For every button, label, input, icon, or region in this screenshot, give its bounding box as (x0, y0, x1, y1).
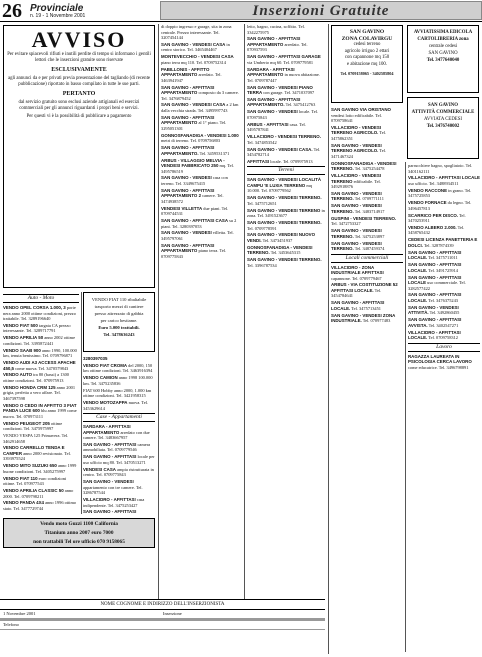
listing-heading: PABILLONIS - AFFITTO APPARTAMENTO (161, 66, 210, 78)
listing-heading: GONNOSFANADIGA - VENDESI TERRENO. (331, 160, 397, 172)
listing-item: SAN GAVINO - VENDESI TERRENO. Tel. 3475253897 (331, 228, 385, 239)
listing-heading: VENDO SAAB 900 (3, 347, 41, 353)
listing-heading: SAN GAVINO - VENDESI TERRENO. (247, 220, 322, 226)
ad-line: e abitazione mq 100. (347, 61, 387, 67)
listing-heading: VILLACIDRO - ZONA INDUSTRIALE AFFITTASI (331, 264, 384, 276)
ad-moto-guzzi (3, 518, 155, 548)
listing-item: SAN GAVINO - VENDESI TERRENO. Tel. 3475712651 (247, 195, 322, 206)
listing-item: SAN GAVINO - AFFITTASI GARAGE via Umberto mq 60. Tel. 0709779581 (247, 54, 321, 65)
listing-heading: VILLACIDRO - VENDESI TERRENO (331, 173, 382, 184)
listing-item: SAN GAVINO - VENDESI PIANO TERRA con garage. Tel. 3471037097 (247, 84, 315, 96)
listing-heading: SAN GAVINO - VENDESI (247, 109, 298, 115)
listing-heading: SAN GAVINO - AFFITTASI LOCALE. (331, 300, 385, 311)
listing-item: VENDO FORNACE da legno. Tel. 3496457813 (408, 200, 472, 211)
listing-heading: SAN GAVINO - VENDESI CASA. (247, 146, 313, 152)
category-heading: Locali commerciali (331, 254, 403, 263)
listing-item: GONNOSFANADIGA - VENDESI TERRENO. Tel. 3453645315 (247, 244, 313, 256)
listing-heading: VENDO RACCONE (408, 187, 448, 193)
listing-item: SAN GAVINO - VENDESI TERRENO AGRICOLO. Tel. 3471467324 (331, 142, 387, 159)
listing-item: ARBUS - VILLAGGIO MELVIA - VENDESI FABBRICATO 250 mq. Tel. 3495786519 (161, 157, 234, 174)
listing-item: VENDO PEUGEOT 205 ottime condizioni. Tel. 3475975997 (3, 420, 63, 432)
listing-item: VILLACIDRO - ZONA INDUSTRIALE AFFITTASI capannone. Tel. 0709779467 (331, 264, 384, 281)
page-number: 26 (2, 0, 22, 22)
listing-heading: SAN GAVINO - AFFITTASI APPARTAMENTO. (247, 96, 301, 108)
issue-info: n. 19 - 1 Novembre 2001 (30, 13, 86, 19)
header-rule (0, 21, 482, 22)
column-5 (331, 107, 403, 652)
listing-item: VENDO CARRELLO TENDA E CAMPER anno 2000 revisionato. Tel. 3393975524 (3, 445, 71, 462)
listing-item: VENDO FIAT 110 euro condizioni ottime. Tel. 070977543 (3, 475, 67, 487)
listing-item: SAN GAVINO - AFFITTASI LOCALE. Tel. 3491725914 (408, 262, 462, 273)
listing-heading: VILLACIDRO - VENDESI TERRENO. (247, 134, 321, 140)
column-divider (158, 24, 159, 599)
ad-attivita-commerciale (407, 97, 479, 159)
listing-heading: VENDO PEUGEOT 205 (3, 420, 50, 426)
ad-edicola (407, 25, 479, 93)
listing-item: VENDO FIAT 500 targata CA prezzo interessante. Tel. 3289717791 (3, 322, 71, 334)
coupon-rubrica: Inserzione (163, 611, 182, 616)
listing-list (331, 107, 403, 252)
listing-heading: VENDESI CASA (83, 466, 116, 472)
listing-item: SAN GAVINO - VENDESI TERRENO. Tel. 3487459374 (331, 240, 385, 252)
column-divider (81, 292, 82, 514)
listing-heading: ARBUS - VIA COSTITUZIONE 52 AFFITTASI LOCALE. (331, 282, 398, 293)
listing-heading: VENDO APRILIA 50 (3, 335, 44, 341)
listing-item: VENDO AUDI A3 ACCESS APACHE 450,5 come nuova. Tel. 3470579843 (3, 360, 76, 371)
avviso-text: Per questi vi è la possibilità di pubblicare a pagamento (26, 114, 132, 119)
listing-item: GUSPINI - VENDESI TERRENO. Tel. 3472753327 (331, 215, 397, 227)
listing-item: GONNOSFANADIGA - VENDESI TERRENO. Tel. 3475254478 (331, 160, 397, 172)
listing-item: SAN GAVINO - VENDESI TERRENO. Tel. 3483714917 (331, 203, 385, 214)
listing-heading: VENDO O CEDO IN AFFITTO 3 FIAT PANDA LUCE 600 (3, 402, 77, 414)
listing-heading: SAN GAVINO - VENDESI TERRENO AGRICOLO. (331, 142, 382, 154)
listing-item: VILLACIDRO - VENDESI TERRENO edificabile. Tel. 3492918876 (331, 173, 382, 190)
listing-item: parrucchiere bagno, spogliatoio. Tel. 3401162111 (408, 163, 473, 174)
listing-item: SAN GAVINO - AFFITTASI APPARTAMENTO. Tel. 3475412763 (247, 96, 316, 108)
listing-list (161, 24, 241, 259)
listing-heading: SAN GAVINO - AFFITTASI CASA (161, 218, 228, 224)
listing-item: VENDO VESPA 125 Primavera. Tel. 3462914658 (3, 433, 69, 444)
listing-item: VENDESI CASA ampia ristrutturata in centro. Tel. 0709775843 (83, 466, 154, 478)
listing-heading: SAN GAVINO - VENDESI TERRENO. (247, 195, 322, 201)
avviso-box (3, 25, 155, 288)
listing-item: di doppio ingresso e garage, sita in zona centrale. Prezzo interessante. Tel. 3207454144 (161, 24, 232, 40)
ad-line: agricolo irriguo 2 ettari (344, 48, 390, 54)
category-heading: Auto - Moto (3, 294, 79, 303)
listing-item: SAN GAVINO - AFFITTASI APPARTAMENTO arredato. Tel. 070937593 (247, 36, 308, 53)
listing-heading: GUSPINI - VENDESI TERRENO. (331, 215, 397, 221)
listing-heading: SAN GAVINO - AFFITTASI APPARTAMENTO (247, 36, 301, 47)
listing-heading: SAN GAVINO - VENDESI (161, 175, 212, 181)
listing-item: VENDO O CEDO IN AFFITTO 3 FIAT PANDA LUCE 600 blu anno 1999 come nuova. Tel. 070973111 (3, 402, 77, 419)
listing-heading: SAN GAVINO - AFFITTASI GARAGE (247, 54, 321, 60)
category-heading: Terreni (247, 166, 325, 175)
section-title: Inserzioni Gratuite (252, 3, 390, 19)
listing-list (408, 354, 480, 371)
listing-heading: VENDO AUDI A3 ACCESS APACHE 450,5 (3, 360, 76, 371)
avviso-text: dal servizio gratuito sono esclusi aziende artigianali ed esercizi commerciali per gli annunci riguardanti i propri beni e servizi. (18, 100, 140, 111)
listing-item: ARBUS - AFFITTASI casa. Tel. 3495787841 (247, 121, 306, 133)
listing-item: SARDARA - AFFITTASI APPARTAMENTO in nuova abitazione. Tel. 0709787447 (247, 66, 320, 83)
listing-heading: SAN GAVINO - AFFITTASI (83, 441, 137, 447)
listing-item: VENDO SAAB 900 anno 1990, 100.000 km, tenuta benissimo. Tel. 0709796871 (3, 347, 77, 359)
listing-item: SAN GAVINO - VENDESI TERRENO. Tel. 0709771111 (331, 190, 384, 202)
ad-phone: Tel. 0709158065 - 3402585804 (340, 71, 394, 76)
listing-heading: VENDO FIAT CROMA (83, 362, 128, 368)
listing-item: SAN GAVINO - AFFITTASI camera ammobiliata. Tel. 0709779546 (83, 441, 151, 453)
listing-item: SAN GAVINO - VENDESI LOCALITÀ CAMPU 'E LUXIA TERRENO mq 10.000. Tel. 0709779562 (247, 177, 322, 194)
listing-item: SAN GAVINO VIA ORISTANO vendesi lotto edificabile. Tel. 0709758641 (331, 107, 391, 123)
listing-item: SAN GAVINO - AFFITTASI LOCALE. Tel. 3476375243 (408, 292, 462, 303)
listing-item: ARBUS - VIA COSTITUZIONE 52 AFFITTASI LOCALE. Tel. 3454784641 (331, 282, 398, 299)
listing-heading: VILLACIDRO - AFFITTASI (83, 497, 136, 503)
listing-item: SAN GAVINO - AFFITTASI LOCALE uso commerciale. Tel. 3282577422 (408, 274, 466, 291)
listing-heading: SAN GAVINO - VENDESI TERRENO (247, 207, 321, 213)
listing-item (83, 509, 155, 514)
listing-heading: GONNOSFANADIGA - VENDESI TERRENO. (247, 244, 313, 256)
listing-item: SAN GAVINO - VENDESI locale. Tel. 070975843 (247, 109, 319, 120)
listing-heading: AFFITTASI (247, 158, 270, 164)
listing-heading: SAN GAVINO - VENDESI LOCALITÀ CAMPU 'E LUXIA TERRENO (247, 177, 322, 188)
listing-heading: CEDESI LICENZA PANETTERIA E DOLCI. (408, 237, 478, 248)
listing-item: SAN GAVINO - VENDESI CASA a 2 km dalla vecchia strada. Tel. 3495997743 (161, 102, 239, 113)
column-divider (405, 162, 406, 652)
listing-heading: VENDO FIAT 110 (3, 475, 38, 481)
newspaper-logo: Provinciale (30, 3, 84, 14)
listing-heading: SAN GAVINO - AFFITTASI (83, 509, 137, 514)
avviso-highlight: ESCLUSIVAMENTE (51, 67, 107, 73)
page-header (0, 0, 482, 22)
avviso-text: Per evitare spiacevoli rifiuti e inutili perdite di tempo si informano i gentili lettori che le inserzioni gratuite sono riservate (7, 52, 151, 63)
listing-heading: GONNOSFANADIGA - VENDESI 1.000 (161, 132, 239, 138)
listing-heading: VENDO FIAT 500 (3, 322, 38, 328)
listing-item: VENDO MITO SUZUKI 650 anno 1999 buone condizioni. Tel. 3405275997 (3, 463, 77, 474)
column-3 (161, 24, 241, 597)
listing-list (3, 305, 79, 512)
listing-heading: SAN GAVINO - AFFITTASI AVVISTA. (408, 317, 462, 328)
ad-line: cedesi terreno (353, 42, 381, 47)
listing-heading: SAN GAVINO - AFFITTASI APPARTAMENTO 2 (161, 187, 215, 199)
ad-phone: Tel. 3478636243 (103, 332, 135, 337)
column-4 (247, 24, 325, 597)
listing-item: VENDO HONDA CRM 125 anno 2001 grigia, perfetta a vero affare. Tel. 3467397598 (3, 384, 76, 401)
listing-heading: ARBUS - AFFITTASI (247, 121, 289, 127)
listing-heading: RAGAZZA LAUREATA IN PSICOLOGIA CERCA LAVORO (408, 353, 472, 365)
listing-item: FIAT 600 Hobby anno 2000, 1.000 km ottime condizioni. Tel. 3421958315 (83, 387, 152, 399)
listing-item: SAN GAVINO - AFFITTASI APPARTAMENTO 2 camere. Tel. 3474938572 (161, 187, 224, 204)
listing-heading: SAN GAVINO - VENDESI TERRENO. (331, 240, 382, 252)
listing-item: VENDO ALBERO 2.000. Tel. 3458765432 (408, 224, 465, 236)
listing-item: RAGAZZA LAUREATA IN PSICOLOGIA CERCA LAVORO come educatrice. Tel. 3496798891 (408, 353, 472, 370)
avviso-highlight: PERTANTO (62, 91, 96, 97)
listing-list (408, 163, 480, 341)
listing-item: SAN GAVINO - VENDESI TERRENO. Tel. 3396787534 (247, 257, 322, 268)
coupon-row (0, 610, 325, 619)
listing-item: SARDARA - AFFITTASI APPARTAMENTO arredato con due camere. Tel. 3483667957 (83, 424, 150, 441)
listing-heading: VENDO AUTO (3, 372, 33, 378)
listing-heading: VENDO FORNACE (408, 200, 447, 206)
listing-heading: SAN GAVINO - AFFITTASI LOCALE. (408, 292, 462, 303)
listing-heading: VENDO MITO SUZUKI 650 (3, 463, 57, 469)
listing-item: SAN GAVINO - VENDESI TERRENO in zona. Tel. 3491523677 (247, 207, 325, 219)
listing-item: SAN GAVINO - AFFITTASI CASA su 2 piani. Tel. 3280397053 (161, 218, 237, 229)
listing-item: SAN GAVINO - VENDESI TERRENO. Tel. 0709778591 (247, 220, 322, 231)
listing-heading: SAN GAVINO - AFFITTASI LOCALE (408, 274, 462, 286)
listing-item: SAN GAVINO - AFFITTASI LOCALE. Tel. 3475713451 (331, 300, 385, 311)
listing-item: VILLACIDRO - AFFITTASI LOCALE uso ufficio. Tel. 3488934511 (408, 175, 480, 186)
listing-heading: VENDO CARRELLO TENDA E CAMPER (3, 445, 65, 456)
listing-heading: SAN GAVINO VIA ORISTANO (331, 107, 391, 112)
ad-san-gavino-terreno (331, 25, 403, 103)
listing-item: VENDO APRILIA 50 anno 2002 ottime condizioni. Tel. 3395872441 (3, 335, 76, 346)
listing-heading: SARDARA - AFFITTASI APPARTAMENTO (83, 424, 131, 435)
listing-list (331, 265, 403, 324)
ad-line: SAN GAVINO (349, 29, 385, 35)
listing-item: PABILLONIS - AFFITTO APPARTAMENTO arredato. Tel. 3463941947 (161, 66, 222, 83)
column-1 (3, 292, 79, 512)
listing-item: AFFITTASI locale. Tel. 0709975913 (247, 158, 313, 164)
listing-heading: VENDO APRILIA CLASSIC 50 (3, 488, 64, 494)
ad-line: con capannone mq 150 (344, 55, 390, 60)
coupon-form (0, 599, 325, 657)
ad-fiat-ribaltabile (83, 292, 155, 352)
listing-list (247, 177, 325, 268)
listing-item: VENDO MOTOZAPPA nuova. Tel. 3453629614 (83, 400, 149, 411)
listing-heading: SAN GAVINO - AFFITTASI APPARTAMENTO. (161, 145, 215, 156)
listing-item: VENDO FIAT CROMA del 2000, 150 km ottime condizioni. Tel. 3463916394 (83, 362, 153, 374)
category-heading: Case - Appartamenti (83, 413, 155, 422)
column-divider (328, 24, 329, 654)
listing-heading: VENDO ALBERO 2.000. (408, 224, 457, 230)
listing-item: VENDO CAMION anno 1998 100.000 km. Tel. 3475235836 (83, 375, 153, 386)
listing-heading: SAN GAVINO - VENDESI TERRENO. (331, 203, 382, 214)
ad-line: ATTIVITÀ COMMERCIALE (411, 110, 475, 115)
ad-line: Vendo moto Guzzi 1100 California (40, 521, 118, 527)
listing-heading: SAN GAVINO - VENDESI ZONA INDUSTRIALE. (331, 312, 396, 324)
listing-heading: VILLACIDRO - AFFITTASI LOCALE. (408, 329, 461, 341)
listing-item: VENDO PANDA 4X4 anno 1996 ottimo stato. Tel. 3477729744 (3, 500, 77, 511)
listing-heading: MONTEVECCHIO - VENDESI CASA (161, 54, 234, 60)
ad-line: SAN GAVINO (428, 51, 458, 56)
listing-item: MONTEVECCHIO - VENDESI CASA piano terra mq 110. Tel. 0709752314 (161, 54, 234, 65)
listing-item: SAN GAVINO - VENDESI casa con terreno. Tel. 3349675415 (161, 175, 228, 186)
ad-line: Titanium anno 2007 euro 7000 (44, 530, 114, 536)
listing-heading: SAN GAVINO - VENDESI TERRENO. (331, 190, 382, 202)
ad-line: per carico bestiame. (100, 318, 138, 323)
ad-line: trasporto mezzi di cantiere (94, 304, 144, 309)
listing-heading: SAN GAVINO - AFFITTASI LOCALE. (408, 262, 462, 273)
listing-heading: SAN GAVINO - AFFITTASI APPARTAMENTO (161, 114, 215, 126)
section-band (160, 1, 482, 20)
listing-item: VENDO AUTO tra 80 (bassi) a 1300 ottime condizioni. Tel. 070975913 (3, 372, 69, 383)
listing-heading: SAN GAVINO - VENDESI TERRENO. (247, 257, 322, 263)
listing-item: SAN GAVINO - VENDESI appartamento con tre camere. Tel. 3286787544 (83, 479, 143, 496)
listing-item: VENDO APRILIA CLASSIC 50 anno 2000. Tel. 0709798211 (3, 488, 74, 499)
listing-item: VILLACIDRO - VENDESI TERRENO AGRICOLO. Tel. 3475862351 (331, 124, 387, 141)
listing-list (247, 24, 325, 164)
listing-item: SAN GAVINO - VENDESI ZONA INDUSTRIALE. Tel. 070977483 (331, 312, 396, 324)
listing-item: SAN GAVINO - VENDESI villetta. Tel. 3495797061 (161, 230, 234, 241)
listing-heading: SAN GAVINO - VENDESI (83, 479, 134, 485)
listing-item: VENDO OPEL CORSA 1.000, 3 porte nera anno 2000 ottime condizioni, prezzo trattabile. Tel. 3289196640 (3, 305, 76, 321)
listing-list (83, 356, 155, 411)
ad-line: ZONA COLAVIRGU (341, 35, 393, 42)
listing-heading: VENDO MOTOZAPPA (83, 400, 128, 406)
listing-item: CEDESI LICENZA PANETTERIA E DOLCI. Tel. 3287874339 (408, 237, 478, 248)
ad-phone: Tel. 3477640040 (426, 58, 460, 63)
category-heading: Lavoro (408, 343, 480, 352)
listing-heading: VILLACIDRO - AFFITTASI LOCALE (408, 175, 480, 181)
listing-heading: SAN GAVINO - VENDESI CASA (161, 41, 226, 47)
coupon-phone-label: Telefono (3, 622, 19, 627)
listing-heading: VENDESI VILLETTA (161, 205, 203, 211)
ad-line: SAN GAVINO (428, 103, 458, 108)
listing-heading: SAN GAVINO - AFFITTASI APPARTAMENTO (161, 242, 215, 254)
listing-heading: SAN GAVINO - VENDESI PIANO TERRA (247, 84, 313, 96)
ad-line: centrale cedesi (428, 44, 458, 49)
listing-item: VENDESI VILLETTA due piani. Tel. 0709744531 (161, 205, 229, 217)
listing-heading: VENDO HONDA CRM 125 (3, 384, 56, 390)
listing-item: VILLACIDRO - VENDESI TERRENO. Tel. 3474853542 (247, 134, 321, 145)
listing-item (83, 356, 155, 362)
listing-item: SAN GAVINO - AFFITTASI APPARTAMENTO al 1° piano. Tel. 3295051301 (161, 114, 227, 131)
ad-line: presso attrezzato di gabbia (94, 311, 144, 316)
listing-item: SAN GAVINO - VENDESI CASA. Tel. 3454782714 (247, 146, 321, 158)
listing-heading: ARBUS - VILLAGGIO MELVIA - VENDESI FABBRICATO 250 (161, 157, 225, 169)
listing-heading: SCARRICO PER DISCO. (408, 212, 459, 218)
ad-line: Euro 5.000 trattabili. (98, 325, 140, 330)
listing-heading: SAN GAVINO - VENDESI TERRENO. (331, 228, 382, 239)
listing-heading: SAN GAVINO - AFFITTASI APPARTAMENTO (161, 84, 215, 96)
listing-item: SAN GAVINO - AFFITTASI locale per uso ufficio mq 80. Tel. 3470513271 (83, 454, 155, 465)
listing-heading: VENDO PANDA 4X4 (3, 500, 44, 506)
listing-item: VILLACIDRO - AFFITTASI LOCALE. Tel. 0709758312 (408, 329, 461, 341)
listing-item: SAN GAVINO - VENDESI CASA in centro storico. Tel. 3465404467 (161, 41, 230, 53)
listing-heading: SAN GAVINO - VENDESI ATTIVITÀ. (408, 304, 459, 316)
listing-item: SAN GAVINO - VENDESI NUOVO VENDI. Tel. 3473451937 (247, 232, 315, 243)
listing-item: SCARRICO PER DISCO. Tel. 3470253911 (408, 212, 466, 224)
avviso-text: agli annunci da e per privati previa presentazione del tagliando (di recente pubblicazione) riportato in basso compilato in tutte le sue parti. (7, 76, 151, 87)
listing-heading: 3280397035 (83, 356, 108, 361)
listing-heading: VENDO CAMION (83, 375, 118, 381)
ad-line: non trattabili Tel ore ufficio 070 9158065 (33, 539, 125, 545)
listing-heading: VILLACIDRO - VENDESI TERRENO AGRICOLO. (331, 124, 382, 136)
avviso-title: AVVISO (31, 27, 127, 52)
coupon-row (0, 621, 325, 630)
listing-item: VILLACIDRO - AFFITTASI casa indipendente. Tel. 3475253427 (83, 497, 145, 508)
listing-item: SAN GAVINO - AFFITTASI LOCALE. Tel. 3475711011 (408, 249, 462, 261)
listing-item: GONNOSFANADIGA - VENDESI 1.000 metri di terreno. Tel. 0709756803 (161, 132, 239, 144)
listing-item: letto, bagno, cucina, soffitto. Tel. 3342275975 (247, 24, 305, 35)
listing-heading: SAN GAVINO - VENDESI (161, 230, 212, 236)
ad-line: AVVIATISSIMA EDICOLA (413, 30, 473, 35)
ad-line: VENDO FIAT 110 ribaltabile (91, 297, 147, 302)
listing-heading: SAN GAVINO - AFFITTASI LOCALE. (408, 249, 462, 261)
listing-heading: SAN GAVINO - VENDESI CASA (161, 102, 226, 108)
listing-item: VENDO RACCONE in grano. Tel. 3475725853 (408, 187, 472, 199)
listing-item: SAN GAVINO - AFFITTASI APPARTAMENTO. Tel. 3459531371 (161, 145, 230, 156)
ad-line: CARTOLIBRERIA zona (417, 37, 469, 42)
column-2 (83, 356, 155, 514)
ad-phone: Tel. 3476740002 (426, 124, 460, 129)
listing-item: SAN GAVINO - AFFITTASI APPARTAMENTO piano terra. Tel. 0709775843 (161, 242, 227, 259)
column-6 (408, 163, 480, 653)
listing-heading: VENDO OPEL CORSA 1.000, 3 (3, 305, 66, 310)
listing-item: SAN GAVINO - AFFITTASI AVVISTA. Tel. 3402547271 (408, 317, 462, 328)
coupon-date: 1 Novembre 2001 (3, 611, 36, 616)
coupon-title: NOME COGNOME E INDIRIZZO DELL'INSERZIONISTA (0, 600, 325, 610)
listing-item: SAN GAVINO - AFFITTASI APPARTAMENTO composto da 3 camere. Tel. 3476879452 (161, 84, 239, 101)
column-divider (244, 24, 245, 599)
listing-heading: SARDARA - AFFITTASI APPARTAMENTO (247, 66, 295, 78)
listing-list (83, 424, 155, 514)
listing-heading: SAN GAVINO - VENDESI NUOVO VENDI. (247, 232, 315, 243)
ad-line: AVVIATA CEDESI (423, 117, 463, 122)
listing-item: SAN GAVINO - VENDESI ATTIVITÀ. Tel. 3492860455 (408, 304, 460, 316)
listing-heading: SAN GAVINO - AFFITTASI (83, 454, 137, 460)
